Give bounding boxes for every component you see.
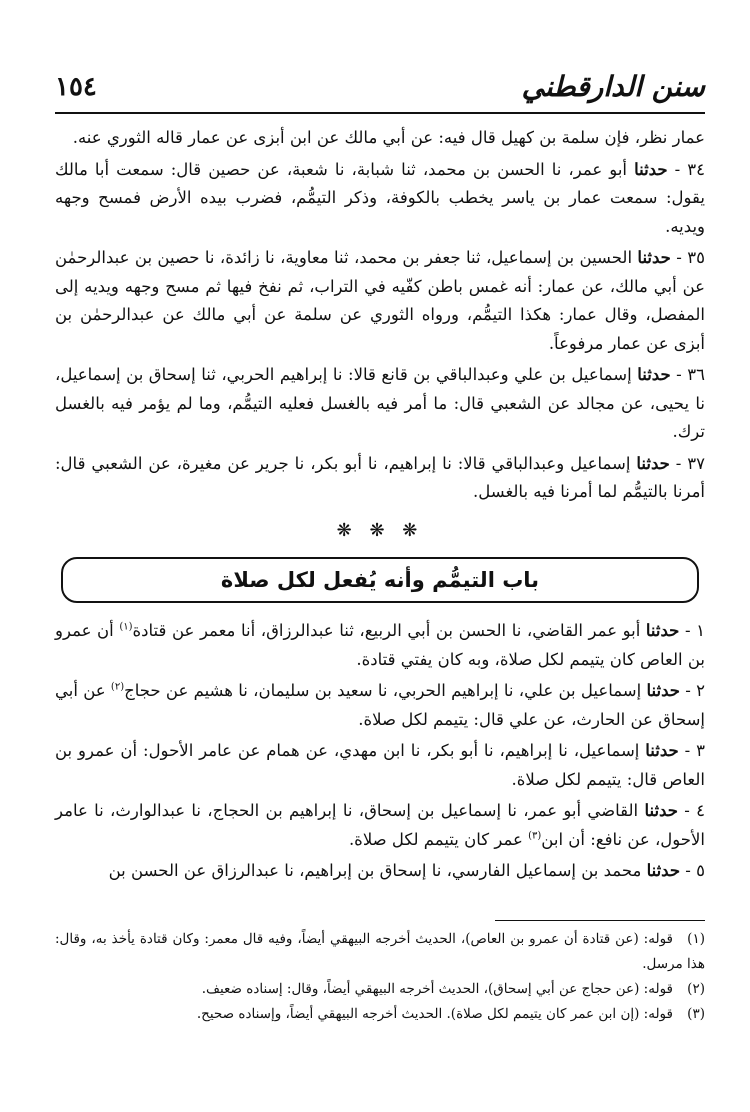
hadith-opening-word: حدثنا: [637, 248, 671, 267]
main-text: [55, 124, 705, 886]
hadith-number: ٣ -: [678, 741, 705, 760]
footnote-divider: [495, 920, 705, 921]
hadith-text: الحسين بن إسماعيل، ثنا جعفر بن محمد، ثنا معاوية، نا زائدة، نا حصين بن عبدالرحمٰن عن أبي مالك، عن عمار: أنه غمس باطن كفّيه في التراب، ثم نفخ فيها ثم مسح وجهه ويديه إلى المفصل، وقال عمار: هكذا التيمُّم، ورواه الثوري عن سلمة عن أبي مالك عن عبدالرحمٰن بن أبزى عن عمار مرفوعاً.: [55, 248, 705, 353]
page-header: [55, 62, 705, 114]
footnote-number: (١): [687, 931, 705, 947]
hadith-opening-word: حدثنا: [637, 365, 671, 384]
hadith-number: ٣٧ -: [669, 453, 705, 473]
hadith-text: إسماعيل، نا إبراهيم، نا أبو بكر، نا ابن مهدي، عن همام عن عامر الأحول: أن عمرو بن العاص قال: يتيمم لكل صلاة.: [55, 741, 705, 789]
paragraph-text: عمار نظر، فإن سلمة بن كهيل قال فيه: عن أبي مالك عن ابن أبزى عن عمار قاله الثوري عنه.: [72, 128, 705, 147]
footnote-ref[interactable]: (٢): [110, 681, 125, 693]
footnote-number: (٣): [687, 1006, 705, 1022]
hadith-opening-word: حدثنا: [636, 453, 670, 473]
hadith-text: القاضي أبو عمر، نا إسماعيل بن إسحاق، نا إبراهيم بن الحجاج، نا عبدالوارث، نا عامر الأحول، عن نافع: أن ابن: [55, 801, 705, 849]
section-separator: ❋ ❋ ❋: [336, 519, 424, 541]
footnote-text: قوله: (إن ابن عمر كان يتيمم لكل صلاة). الحديث أخرجه البيهقي أيضاً، وإسناده صحيح.: [196, 1006, 673, 1022]
footnote-3: [55, 1002, 705, 1027]
chapter-hadith-4: [55, 797, 705, 854]
hadith-number: ٤ -: [677, 801, 705, 820]
hadith-number: ٣٥ -: [670, 248, 705, 267]
hadith-number: ٣٤ -: [667, 159, 705, 179]
hadith-text: عن أبي إسحاق عن الحارث، عن علي قال: يتيمم لكل صلاة.: [55, 681, 705, 729]
footnote-text: قوله: (عن قتادة أن عمرو بن العاص)، الحديث أخرجه البيهقي أيضاً، وفيه قال معمر: وكان قتادة يأخذ به، وقال: هذا مرسل.: [55, 931, 705, 972]
hadith-34: [55, 156, 705, 242]
footnote-2: [55, 977, 705, 1002]
hadith-35: [55, 244, 705, 358]
chapter-hadith-2: [55, 677, 705, 734]
hadith-opening-word: حدثنا: [645, 621, 680, 640]
hadith-36: [55, 361, 705, 447]
hadith-text: إسماعيل بن علي، نا إبراهيم الحربي، نا سعيد بن سليمان، نا هشيم عن حجاج: [124, 681, 647, 700]
book-page: [55, 62, 705, 1102]
footnotes: [55, 920, 705, 1027]
hadith-text: أبو عمر القاضي، نا الحسن بن أبي الربيع، ثنا عبدالرزاق، أنا معمر عن قتادة: [132, 621, 646, 640]
hadith-opening-word: حدثنا: [644, 801, 678, 820]
hadith-opening-word: حدثنا: [645, 741, 679, 760]
hadith-opening-word: حدثنا: [646, 681, 680, 700]
hadith-37: [55, 450, 705, 507]
chapter-title: باب التيمُّم وأنه يُفعل لكل صلاة: [220, 567, 540, 592]
chapter-hadith-1: [55, 617, 705, 674]
hadith-text: أبو عمر، نا الحسن بن محمد، ثنا شبابة، نا شعبة، عن حصين قال: سمعت أبا مالك يقول: سمعت عمار بن ياسر يخطب بالكوفة، وذكر التيمُّم، فضرب بيده الأرض فمسح وجهه ويديه.: [55, 159, 705, 236]
page-number: ١٥٤: [55, 72, 97, 102]
footnote-number: (٢): [687, 981, 705, 997]
chapter-hadith-3: [55, 737, 705, 794]
hadith-number: ١ -: [679, 621, 705, 640]
chapter-hadith-5: [55, 857, 705, 886]
book-title: سنن الدارقطني: [521, 70, 705, 103]
footnote-ref[interactable]: (٣): [528, 830, 542, 841]
footnote-text: قوله: (عن حجاج عن أبي إسحاق)، الحديث أخرجه البيهقي أيضاً، وقال: إسناده ضعيف.: [201, 981, 673, 997]
hadith-text: محمد بن إسماعيل الفارسي، نا إسحاق بن إبراهيم، نا عبدالرزاق عن الحسن بن: [108, 861, 647, 880]
hadith-text: إسماعيل بن علي وعبدالباقي بن قانع قالا: نا إبراهيم الحربي، ثنا إسحاق بن إسماعيل، نا يحيى، عن مجالد عن الشعبي قال: ما أمر فيه بالغسل فعليه التيمُّم، وما لم يؤمر فيه بالغسل ترك.: [55, 365, 705, 441]
hadith-number: ٣٦ -: [670, 365, 705, 384]
hadith-opening-word: حدثنا: [646, 861, 681, 880]
chapter-title-box: [61, 557, 699, 603]
hadith-number: ٢ -: [679, 681, 705, 700]
hadith-text: إسماعيل وعبدالباقي قالا: نا إبراهيم، نا أبو بكر، نا جرير عن مغيرة، عن الشعبي قال: أمرنا بالتيمُّم لما أمرنا فيه بالغسل.: [55, 453, 705, 501]
hadith-opening-word: حدثنا: [634, 159, 668, 179]
hadith-number: ٥ -: [680, 861, 705, 880]
hadith-text: أن عمرو بن العاص كان يتيمم لكل صلاة، وبه كان يفتي قتادة.: [55, 621, 705, 669]
footnote-1: [55, 927, 705, 977]
hadith-text: عمر كان يتيمم لكل صلاة.: [348, 829, 529, 849]
paragraph-continuation: [55, 124, 705, 153]
footnote-ref[interactable]: (١): [119, 621, 133, 633]
